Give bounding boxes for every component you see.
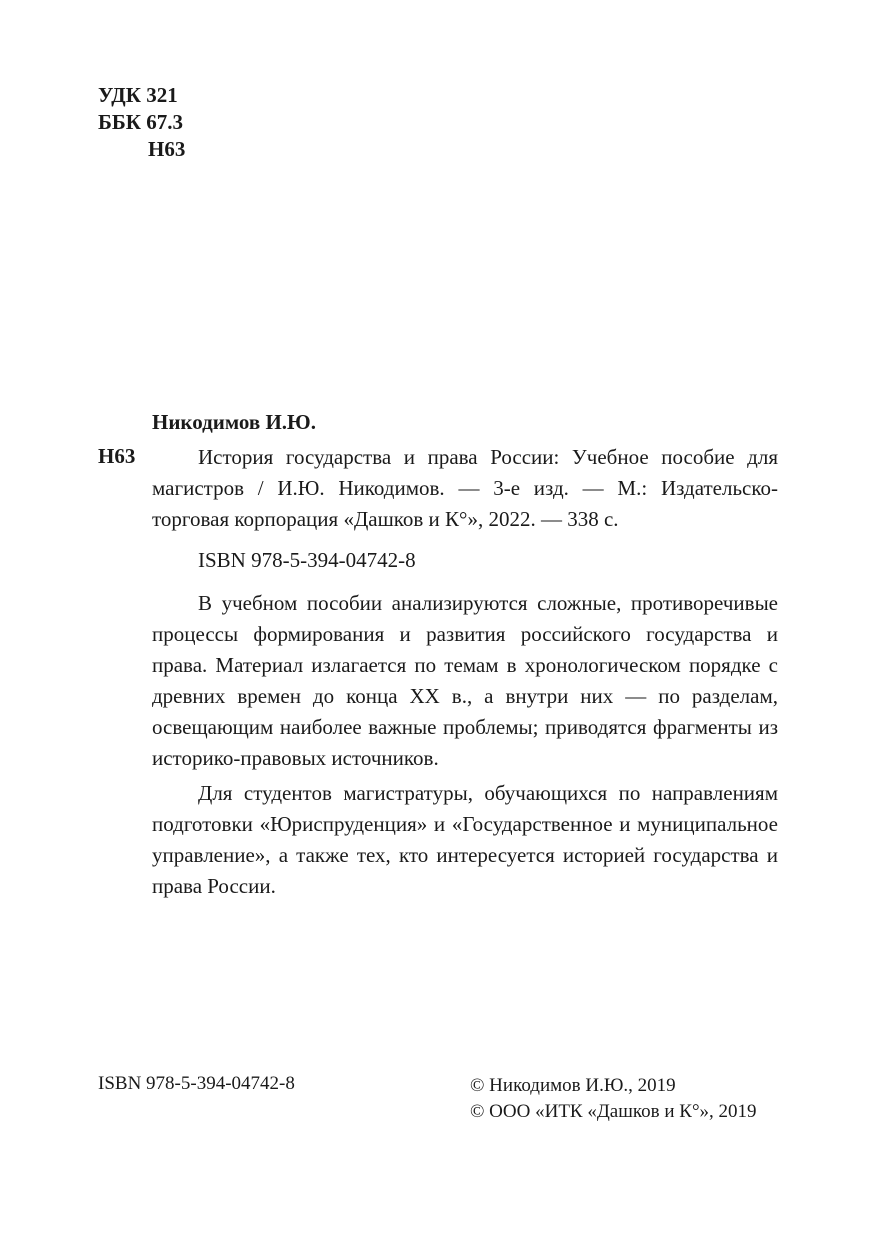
classification-block <box>98 82 185 163</box>
bbk-code: ББК 67.3 <box>98 110 183 134</box>
abstract <box>152 588 778 902</box>
abstract-paragraph-2: Для студентов магистратуры, обучающихся по направлениям подготовки «Юриспруденция» и «Государственное и муниципальное управление», а также тех, кто интересуется историей государства и права России. <box>152 781 778 898</box>
copyright-block <box>470 1073 757 1125</box>
author-name: Никодимов И.Ю. <box>152 410 316 434</box>
udk-code: УДК 321 <box>98 83 178 107</box>
isbn: ISBN 978-5-394-04742-8 <box>198 548 416 572</box>
author-mark: Н63 <box>148 137 186 161</box>
copyright-author: © Никодимов И.Ю., 2019 <box>470 1075 676 1096</box>
copyright-publisher: © ООО «ИТК «Дашков и К°», 2019 <box>470 1101 757 1122</box>
bibliographic-description: История государства и права России: Учебное пособие для магистров / И.Ю. Никодимов. — 3-е изд. — М.: Издательско-торговая корпорация «Дашков и К°», 2022. — 338 с. <box>152 445 778 531</box>
abstract-paragraph-1: В учебном пособии анализируются сложные, противоречивые процессы формирования и развития российского государства и права. Материал излагается по темам в хронологическом порядке с древних времен до конца XX в., а внутри них — по разделам, освещающим наиболее важные проблемы; приводятся фрагменты из историко-правовых источников. <box>152 591 778 770</box>
author-mark-left: Н63 <box>98 444 136 468</box>
footer-isbn: ISBN 978-5-394-04742-8 <box>98 1073 295 1094</box>
